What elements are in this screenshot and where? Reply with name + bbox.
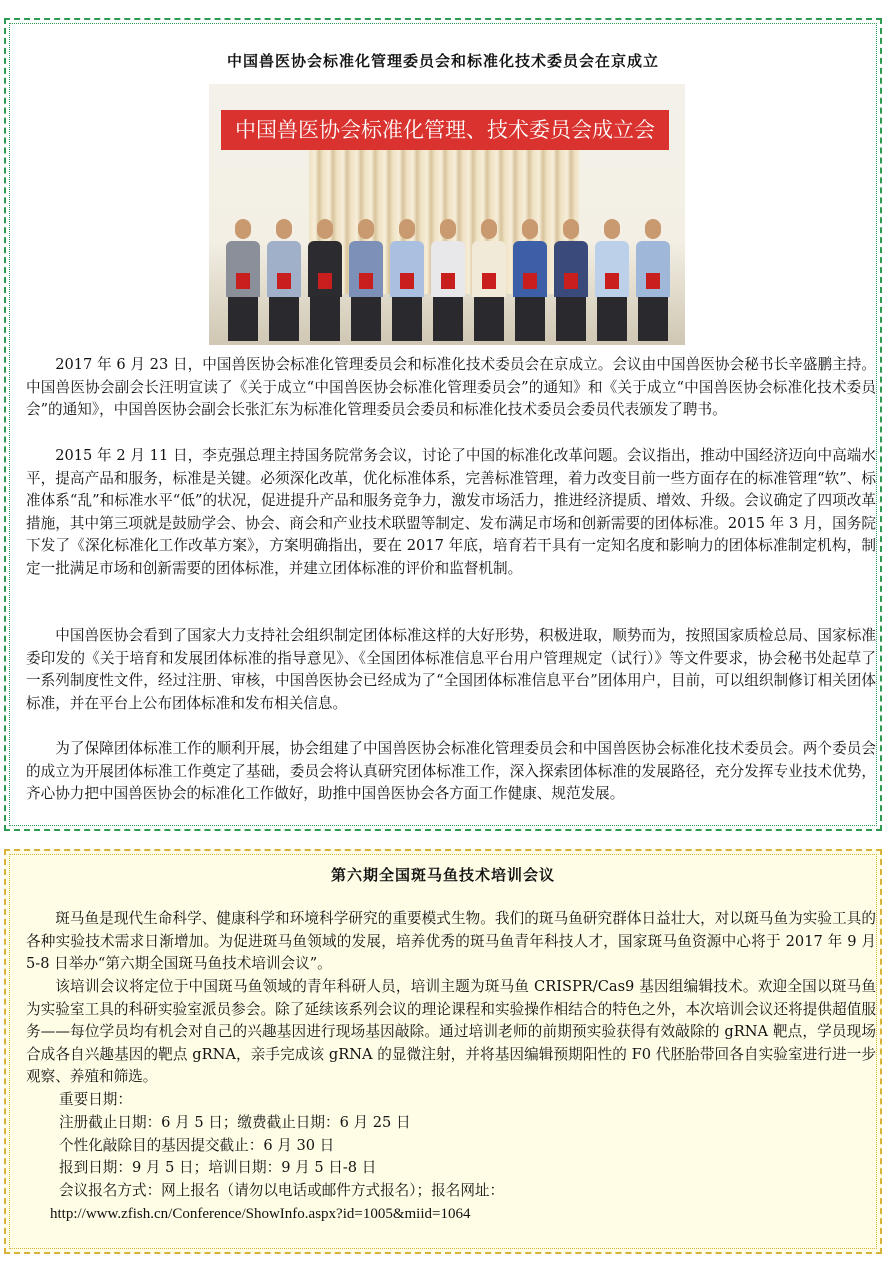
registration-url-link[interactable]: http://www.zfish.cn/Conference/ShowInfo.aspx?id=1005&miid=1064 xyxy=(50,1206,471,1222)
article-title: 中国兽医协会标准化管理委员会和标准化技术委员会在京成立 xyxy=(226,52,659,70)
person-figure xyxy=(633,215,673,345)
certificate-icon xyxy=(482,273,496,289)
person-figure xyxy=(428,215,468,345)
person-figure xyxy=(264,215,304,345)
person-head xyxy=(317,219,333,239)
person-legs xyxy=(351,297,381,341)
meeting-photo xyxy=(209,84,685,345)
person-figure xyxy=(305,215,345,345)
certificate-icon xyxy=(277,273,291,289)
article-paragraph: 为了保障团体标准工作的顺利开展，协会组建了中国兽医协会标准化管理委员会和中国兽医协会标准化技术委员会。两个委员会的成立为开展团体标准工作奠定了基础，委员会将认真研究团体标准工作，深入探索团体标准的发展路径，充分发挥专业技术优势，齐心协力把中国兽医协会的标准化工作做好，助推中国兽医协会各方面工作健康、规范发展。 xyxy=(26,740,876,802)
person-figure xyxy=(469,215,509,345)
person-figure xyxy=(387,215,427,345)
person-legs xyxy=(597,297,627,341)
person-figure xyxy=(223,215,263,345)
article-title: 第六期全国斑马鱼技术培训会议 xyxy=(330,866,555,884)
article-paragraph: 2017 年 6 月 23 日，中国兽医协会标准化管理委员会和标准化技术委员会在京成立。会议由中国兽医协会秘书长辛盛鹏主持。中国兽医协会副会长汪明宣读了《关于成立“中国兽医协会标准化管理委员会”的通知》和《关于成立“中国兽医协会标准化技术委员会”的通知》，中国兽医协会副会长张汇东为标准化管理委员会委员和标准化技术委员会委员代表颁发了聘书。 xyxy=(26,356,876,418)
person-head xyxy=(276,219,292,239)
person-head xyxy=(358,219,374,239)
important-dates-label: 重要日期： xyxy=(59,1091,132,1108)
certificate-icon xyxy=(236,273,250,289)
person-legs xyxy=(269,297,299,341)
certificate-icon xyxy=(359,273,373,289)
date-line: 报到日期：9 月 5 日；培训日期：9 月 5 日-8 日 xyxy=(59,1159,377,1176)
person-figure xyxy=(510,215,550,345)
certificate-icon xyxy=(605,273,619,289)
date-line: 注册截止日期：6 月 5 日；缴费截止日期：6 月 25 日 xyxy=(59,1114,411,1131)
article-paragraph: 中国兽医协会看到了国家大力支持社会组织制定团体标准这样的大好形势，积极进取，顺势而为，按照国家质检总局、国家标准委印发的《关于培育和发展团体标准的指导意见》、《全国团体标准信息平台用户管理规定（试行）》等文件要求，协会秘书处起草了一系列制度性文件，经过注册、审核，中国兽医协会已经成为了“全国团体标准信息平台”团体用户，目前，可以组织制修订相关团体标准，并在平台上公布团体标准和发布相关信息。 xyxy=(26,627,876,712)
person-legs xyxy=(556,297,586,341)
person-figure xyxy=(346,215,386,345)
person-legs xyxy=(474,297,504,341)
person-head xyxy=(604,219,620,239)
article-box-zebrafish xyxy=(4,849,882,1254)
person-figure xyxy=(551,215,591,345)
person-legs xyxy=(433,297,463,341)
certificate-icon xyxy=(400,273,414,289)
person-head xyxy=(235,219,251,239)
person-figure xyxy=(592,215,632,345)
photo-banner: 中国兽医协会标准化管理、技术委员会成立会 xyxy=(221,110,669,150)
person-head xyxy=(481,219,497,239)
article-box-veterinary xyxy=(4,18,882,831)
person-legs xyxy=(392,297,422,341)
article-paragraph: 斑马鱼是现代生命科学、健康科学和环境科学研究的重要模式生物。我们的斑马鱼研究群体日益壮大，对以斑马鱼为实验工具的各种实验技术需求日渐增加。为促进斑马鱼领域的发展，培养优秀的斑马鱼青年科技人才，国家斑马鱼资源中心将于 2017 年 9 月 5-8 日举办“第六期全国斑马鱼技术培训会议”。 xyxy=(26,910,876,972)
certificate-icon xyxy=(523,273,537,289)
person-head xyxy=(563,219,579,239)
person-head xyxy=(440,219,456,239)
person-legs xyxy=(515,297,545,341)
person-legs xyxy=(228,297,258,341)
registration-method: 会议报名方式：网上报名（请勿以电话或邮件方式报名）；报名网址： xyxy=(59,1182,505,1199)
certificate-icon xyxy=(564,273,578,289)
person-legs xyxy=(638,297,668,341)
certificate-icon xyxy=(441,273,455,289)
article-paragraph: 2015 年 2 月 11 日，李克强总理主持国务院常务会议，讨论了中国的标准化改革问题。会议指出，推动中国经济迈向中高端水平，提高产品和服务，标准是关键。必须深化改革，优化标准体系，完善标准管理，着力改变目前一些方面存在的标准管理“软”、标准体系“乱”和标准水平“低”的状况，促进提升产品和服务竞争力，激发市场活力，推进经济提质、增效、升级。会议确定了四项改革措施，其中第三项就是鼓励学会、协会、商会和产业技术联盟等制定、发布满足市场和创新需要的团体标准。2015 年 3 月，国务院下发了《深化标准化工作改革方案》，方案明确指出，要在 2017 年底，培育若干具有一定知名度和影响力的团体标准制定机构，制定一批满足市场和创新需要的团体标准，并建立团体标准的评价和监督机制。 xyxy=(26,447,876,577)
certificate-icon xyxy=(318,273,332,289)
article-paragraph: 该培训会议将定位于中国斑马鱼领域的青年科研人员，培训主题为斑马鱼 CRISPR/Cas9 基因组编辑技术。欢迎全国以斑马鱼为实验室工具的科研实验室派员参会。除了延续该系列会议的理论课程和实验操作相结合的特色之外，本次培训会议还将提供超值服务——每位学员均有机会对自己的兴趣基因进行现场基因敲除。通过培训老师的前期预实验获得有效敲除的 gRNA 靶点，学员现场合成各自兴趣基因的靶点 gRNA，亲手完成该 gRNA 的显微注射，并将基因编辑预期阳性的 F0 代胚胎带回各自实验室进行进一步观察、养殖和筛选。 xyxy=(26,978,876,1085)
date-line: 个性化敲除目的基因提交截止：6 月 30 日 xyxy=(59,1137,335,1154)
person-head xyxy=(645,219,661,239)
certificate-icon xyxy=(646,273,660,289)
person-head xyxy=(399,219,415,239)
person-legs xyxy=(310,297,340,341)
person-head xyxy=(522,219,538,239)
